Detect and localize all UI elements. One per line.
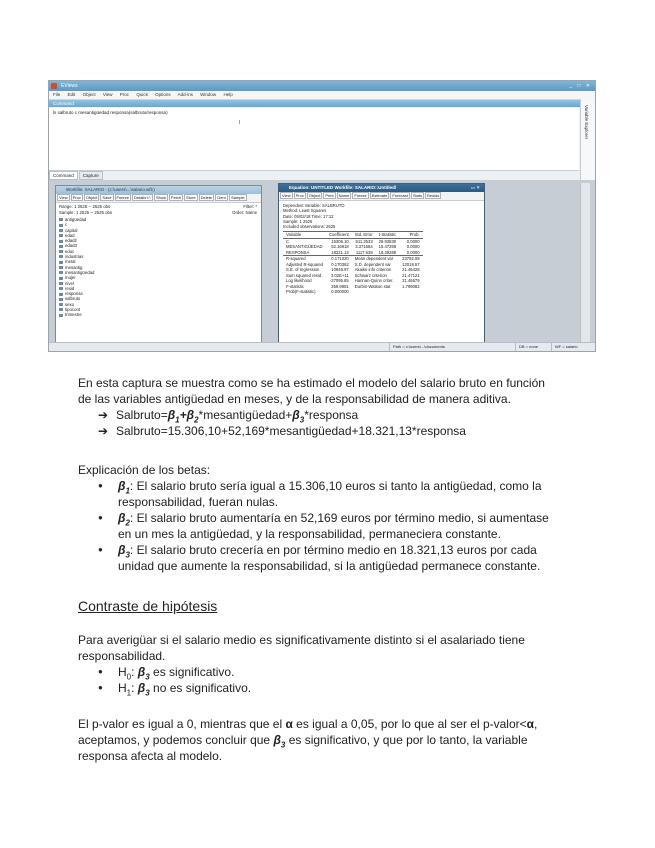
betas-heading: Explicación de los betas: [78,463,211,477]
eq-btn-stats[interactable]: Stats [412,193,423,198]
cell: 0.0000 [406,238,420,244]
p4-text-a: El p-valor es igual a 0, mientras que el [78,717,286,731]
series-item[interactable]: industrias [59,254,258,259]
workfile-title[interactable]: Workfile: SALARIO - (c:\users\...\salario.wf1) [56,186,261,194]
wf-btn-view[interactable]: View [59,195,68,200]
workspace-scrollbar[interactable] [580,183,590,345]
cell: 0.000000 [331,289,349,295]
col-std-error: Std. Error [354,232,373,238]
eq-header-line: Date: 05/02/18 Time: 17:12 [283,213,334,219]
beta-2-text-cont: en un mes la antigüedad, y la responsabilidad, permaneciera constante. [118,527,501,541]
beta-2-sub: 2 [194,415,199,425]
cell: Mean dependent var [354,256,394,262]
p4-text-b: es igual a 0,05, por lo que al ser el p-valor< [292,717,527,731]
eq-header-line: Method: Least Squares [283,208,327,214]
cell: Prob(F-statistic) [286,289,316,295]
menu-options[interactable]: Options [155,92,171,97]
intro-line-1: En esta captura se muestra como se ha estimado el modelo del salario bruto en función [78,376,545,390]
series-item[interactable]: nivel [59,281,258,286]
col-t-stat: t-Statistic [378,232,397,238]
beta-sub: 3 [145,672,150,682]
eq-header-line: Dependent Variable: SALBRUTO [283,203,345,208]
series-item[interactable]: capital [59,228,258,233]
eq1-lhs: Salbruto= [116,408,168,422]
equation-header [279,201,484,231]
stats-row [283,289,423,295]
cell: 1117.639 [355,249,373,255]
equation-window-controls[interactable]: ▭ ✕ [470,185,480,190]
p4-text-e: es significativo, y que por lo tanto, la variable [285,733,528,747]
command-header: Command [49,100,583,107]
series-item[interactable]: salbruto [59,296,258,301]
eq1-plus: + [179,408,187,422]
wf-btn-fetch[interactable]: Fetch [171,195,182,200]
cell: 23792.08 [402,256,420,262]
wf-range: Range: 1 2525 -- 2525 obs [59,204,111,209]
cell: 259.9981 [331,283,349,289]
cell: Sum squared resid [286,272,322,278]
beta-2: β [186,408,195,422]
variable-explorer-tab[interactable]: Variable Explorer [584,105,589,140]
wf-btn-proc[interactable]: Proc [72,195,81,200]
menu-bar [49,91,595,100]
beta-2-item [78,510,598,542]
beta-1-item [78,478,598,510]
col-prob: Prob. [409,232,420,238]
section-heading: Contraste de hipótesis [78,598,218,614]
cell: Adjusted R-squared [286,261,324,267]
beta-3-text-cont: unidad que aumente la responsabilidad, si la antigüedad permanece constante. [118,559,541,573]
h1-sub: 1 [126,688,132,698]
eq-btn-proc[interactable]: Proc [295,193,304,198]
equation-toolbar [279,192,484,201]
text-cursor-icon: I [239,120,241,126]
beta-symbol: β [118,511,126,525]
beta-1-sub: 1 [175,415,180,425]
eq-header-line: Sample: 1 2525 [283,218,313,224]
p4-text-d: aceptamos, y podemos concluir que [78,733,274,747]
series-item[interactable]: resid [59,286,258,291]
cell [352,289,399,295]
eviews-screenshot [48,80,596,352]
coefficient-table [283,231,423,295]
cell: Durbin-Watson stat [354,283,391,289]
equation-window[interactable] [278,183,485,351]
h0-item [78,664,598,680]
equation-title[interactable] [279,184,484,192]
menu-window[interactable]: Window [200,92,217,97]
cell: S.D. dependent var [354,261,391,267]
cell: 1.799082 [402,283,420,289]
menu-proc[interactable]: Proc [119,92,130,97]
eq-btn-object[interactable]: Object [308,193,321,198]
cell: 15.47269 [378,244,397,250]
menu-object[interactable]: Object [82,92,96,97]
series-item[interactable]: metal [59,259,258,264]
cell: RESPONSA [286,249,310,255]
eq1-term-2: *responsa [304,408,359,422]
app-title: EViews [61,83,78,89]
beta-symbol: β [137,665,146,679]
series-item[interactable]: edad [59,233,258,238]
cell: Schwarz criterion [354,272,387,278]
menu-file[interactable]: File [53,92,61,97]
menu-view[interactable]: View [102,92,113,97]
cell: 10946.97 [331,267,349,273]
cell: 511.2533 [355,238,373,244]
cell: F-statistic [286,283,304,289]
h0-text: es significativo. [149,665,235,679]
command-window[interactable] [49,108,579,171]
beta-sub: 3 [280,740,286,750]
beta-sub: 3 [125,550,130,560]
series-item[interactable]: educ [59,249,258,254]
beta-sub: 3 [145,688,150,698]
series-item[interactable]: c [59,222,258,227]
menu-addins[interactable]: Add-ins [177,92,193,97]
eq1-term-1: *mesantigüedad+ [198,408,293,422]
h1-text: no es significativo. [149,681,252,695]
series-item[interactable]: mesantigüedad [59,270,258,275]
beta-sub: 2 [125,518,130,528]
series-item[interactable]: mesantig [59,265,258,270]
eq-btn-view[interactable]: View [282,193,291,198]
beta-symbol: β [137,681,146,695]
menu-edit[interactable]: Edit [67,92,76,97]
series-item[interactable]: sexo [59,302,258,307]
workfile-info [56,203,261,217]
beta-3: β [292,408,300,422]
cell: 21.47121 [402,272,420,278]
tab-command[interactable]: Command [49,171,78,180]
cell: Hannan-Quinn criter. [354,278,394,284]
cell: Log likelihood [286,278,312,284]
tab-capture[interactable]: Capture [79,171,103,180]
series-item[interactable]: mujer [59,275,258,280]
cell: 21.46428 [402,267,420,273]
p4-line-3: responsa afecta al modelo. [78,749,223,763]
app-titlebar [49,81,595,91]
beta-3-sub: 3 [299,415,305,425]
alpha-symbol: α [526,717,535,731]
beta-2-text: : El salario bruto aumentaría en 52,169 euros por término medio, si aumentase [129,511,549,525]
wf-btn-freeze[interactable]: Freeze [116,195,129,200]
col-variable: Variable [286,232,302,238]
series-item[interactable]: edad3 [59,243,258,248]
p4-line-1 [78,716,598,732]
wf-btn-genr[interactable]: Genr [217,195,227,200]
status-path[interactable]: Path = c:\users\...\documents [389,343,448,351]
beta-sub: 1 [125,486,130,496]
cell: 0.0000 [406,244,420,250]
equation-numeric: ➔ Salbruto=15.306,10+52,169*mesantigüedad+18.321,13*responsa [78,423,598,439]
wf-btn-object[interactable]: Object [85,195,98,200]
cell: 29.93830 [378,238,397,244]
series-item[interactable]: responsa [59,291,258,296]
status-bar [49,342,596,351]
variable-explorer-sidebar[interactable] [580,99,595,189]
cell: Akaike info criterion [354,267,392,273]
col-coefficient: Coefficient [329,232,349,238]
cell [399,289,422,295]
p4-text-c: , [534,717,538,731]
series-item[interactable]: antigüedad [59,217,258,222]
intro-line-2: de las variables antigüedad en meses, y de la responsabilidad de manera aditiva. [78,392,511,406]
workfile-toolbar [56,194,261,203]
h0-label: H [118,665,127,679]
menu-quick[interactable]: Quick [136,92,148,97]
h1-item [78,680,598,696]
beta-1: β [167,408,176,422]
conclusion-paragraph [78,716,598,764]
beta-3-item [78,542,598,574]
cell: 3.371684 [355,244,373,250]
eq-header-line: Included observations: 2525 [283,224,336,230]
betas-explanation [78,462,598,574]
cell: 3.02E+11 [330,272,349,278]
wf-btn-sample[interactable]: Sample [231,195,245,200]
series-item[interactable]: edad2 [59,238,258,243]
workfile-window[interactable] [55,185,262,343]
cell: -27095.65 [329,278,349,284]
beta-symbol: β [118,543,126,557]
h0-colon: : [131,665,138,679]
alpha-symbol: α [285,717,293,731]
eviews-app-icon [51,83,57,89]
wf-btn-show[interactable]: Show [156,195,167,200]
h0-sub: 0 [126,672,132,682]
beta-1-text: : El salario bruto sería igual a 15.306,10 euros si tanto la antigüedad, como la [129,479,542,493]
wf-sample: Sample: 1 2525 -- 2525 obs [59,210,113,215]
intro-paragraph [78,375,598,439]
eq-btn-estimate[interactable]: Estimate [371,193,388,198]
cell: MESANTIGÜEDAD [286,244,323,250]
command-tabs [49,171,104,178]
wf-filter: Filter: * [243,204,257,209]
beta-3-text: : El salario bruto crecería en por término medio en 18.321,13 euros por cada [129,543,537,557]
equation-symbolic [78,407,598,423]
eq-btn-print[interactable]: Print [325,193,334,198]
cell: 0.0000 [406,249,420,255]
wf-btn-store[interactable]: Store [186,195,196,200]
p3-line-1: Para averigüar si el salario medio es significativamente distinto si el asalariado tiene [78,633,525,647]
p4-line-2 [78,732,598,748]
eq-btn-freeze[interactable]: Freeze [354,193,367,198]
cell: 15306.10 [331,238,349,244]
workfile-series-list [56,217,261,318]
cell: R-squared [286,256,306,262]
wf-btn-delete[interactable]: Delete [200,195,213,200]
cell: C [286,238,290,244]
cell: 16.39268 [378,249,397,255]
wf-order: Order: Name [232,210,257,215]
status-wf[interactable]: WF = salario [551,343,581,351]
beta-symbol: β [118,479,126,493]
hypothesis-paragraph [78,632,598,696]
equation-title-text: Equation: UNTITLED Workfile: SALARIO::Untitled\ [289,185,397,190]
cell: 0.171020 [331,256,349,262]
cell: 21.46679 [402,278,420,284]
p3-line-2: responsabilidad. [78,649,166,663]
beta-symbol: β [273,733,281,747]
beta-1-text-cont: responsabilidad, fueran nulas. [118,495,279,509]
wf-btn-details[interactable]: Details+/- [133,195,151,200]
cell: 18321.13 [331,249,349,255]
eq-btn-name[interactable]: Name [338,193,350,198]
cell: 12018.57 [402,261,420,267]
cell: 0.170362 [331,261,349,267]
menu-help[interactable]: Help [223,92,233,97]
cell: 52.16918 [331,244,349,250]
series-item[interactable]: tipocont [59,307,258,312]
eq-btn-forecast[interactable]: Forecast [392,193,408,198]
cell: S.E. of regression [286,267,320,273]
h1-colon: : [131,681,138,695]
command-text[interactable]: ls salbruto c mesantigüedad responsa(salbruto/responsa) [53,110,168,115]
h1-label: H [118,681,127,695]
window-controls[interactable]: _ □ ✕ [569,83,592,89]
status-db[interactable]: DB = none [515,343,541,351]
wf-btn-save[interactable]: Save [102,195,112,200]
eq-btn-resids[interactable]: Resids [427,193,440,198]
series-item[interactable]: trimestre [59,312,258,317]
